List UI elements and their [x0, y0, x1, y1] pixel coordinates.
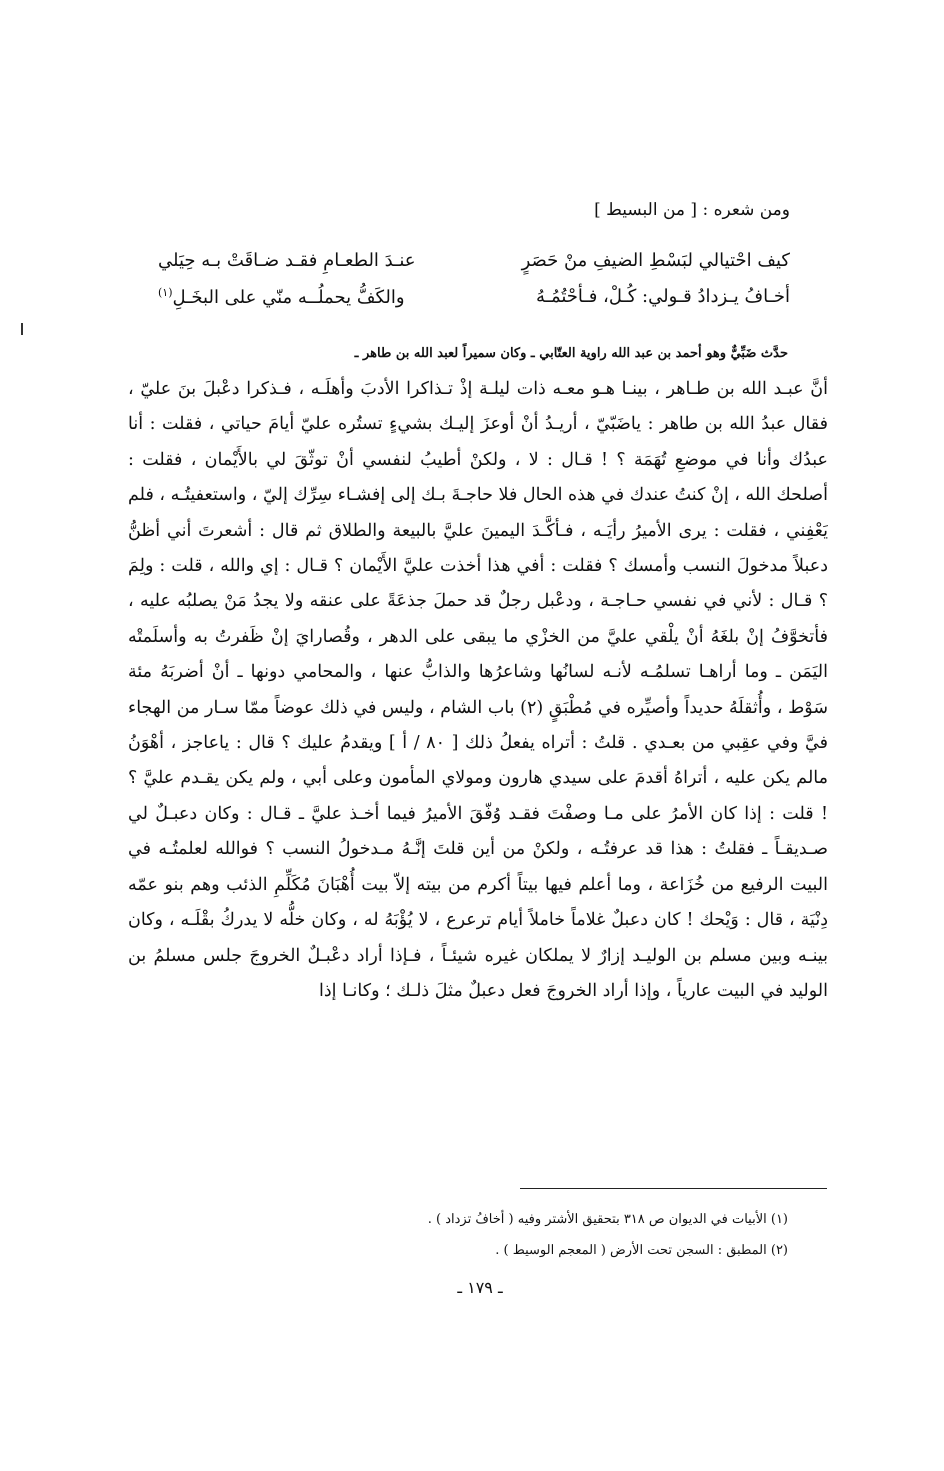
- footnote-2: (٢) المطبق : السجن تحت الأرض ( المعجم الوسيط ) .: [495, 1243, 788, 1258]
- isnad-line: حدَّث ضَبِّيٌّ وهو أحمد بن عبد الله راوية العتّابي ـ وكان سميراً لعبد الله بن طاهر ـ: [354, 346, 788, 361]
- verse-2-first-hemistich: أخـافُ يـزدادُ قـولي: كُـلْ، فـأحْتُمُـهُ: [536, 286, 790, 307]
- page-number: ـ ١٧٩ ـ: [457, 1278, 503, 1297]
- footnote-1: (١) الأبيات في الديوان ص ٣١٨ بتحقيق الأشتر وفيه ( أخافُ تزداد ) .: [427, 1212, 788, 1227]
- verse-1-second-hemistich: عنـدَ الطعـامِ فقـد ضـاقَتْ بـه حِيَلي: [158, 250, 416, 271]
- footnote-divider: [520, 1188, 827, 1189]
- verse-2-second-text: والكَفُّ يحملُــه منّي على البخَـلِ: [172, 287, 405, 308]
- footnote-ref-1: (١): [158, 286, 173, 299]
- main-paragraph: أنَّ عبـد الله بن طـاهر ، بينـا هـو معـه ذات ليلـة إذْ تـذاكرا الأدبَ وأهلَـه ، فـذكرا دعْبلَ بنَ عليّ ، فقال عبدُ الله بن طاهر : ياضَبّيّ ، أريـدُ أنْ أوعزَ إليـك بشيءٍ تستُره عليّ أيامَ حياتي ، فقلت : أنا عبدُك وأنا في موضعِ تُهَمَة ؟ ! قـال : لا ، ولكنْ أطيبُ لنفسي أنْ توثّقَ لي بالأَيْمان ، فقلت : أصلحك الله ، إنْ كنتُ عندك في هذه الحال فلا حاجـةَ بـك إلى إفشـاء سِرِّك إليّ ، واستعفيتُـه ، فلم يَعْفِني ، فقلت : يرى الأميرُ رأيَـه ، فـأكَّـدَ اليمينَ عليَّ بالبيعة والطلاق ثم قال : أشعرتَ أني أظنُّ دعبلاً مدخولَ النسب وأمسك ؟ فقلت : أفي هذا أخذت عليَّ الأَيْمان ؟ قـال : إي والله ، قلت : ولِمَ ؟ قـال : لأني في نفسي حـاجـة ، ودعْبل رجلٌ قد حملَ جذعَةً على عنقه ولا يجدُ مَنْ يصلبُه عليه ، فأتخوَّفُ إنْ بلغَهُ أنْ يلْقي عليَّ من الخزْي ما يبقى على الدهر ، وقُصارايَ إنْ ظَفرتُ به وأسلَمتْه اليَمَن ـ وما أراهـا تسلمُـه لأنـه لسانُها وشاعرُها والذابُّ عنها ، والمحامي دونها ـ أنْ أضربَهُ مئة سَوْط ، وأُثقلَهُ حديداً وأصيِّره في مُطْبَقٍ (٢) باب الشام ، وليس في ذلك عوضاً ممّا سـار من الهجاء فيَّ وفي عقِبي من بعـدي . قلتُ : أتراه يفعلُ ذلك [ ٨٠ / أ ] ويقدمُ عليك ؟ قال : ياعاجز ، أهْوَنُ مالم يكن عليه ، أتراهُ أقدمَ على سيدي هارون ومولاي المأمون وعلى أبي ، ولم يكن يقـدم عليَّ ؟ ! قلت : إذا كان الأمرُ على مـا وصفْتَ فقـد وُفّقَ الأميرُ فيما أخـذ عليَّ ـ قـال : وكان دعبـلٌ لي صـديقـاً ـ فقلتُ : هذا قد عرفتُـه ، ولكنْ من أين قلتَ إنَّـهُ مـدخولُ النسب ؟ فوالله لعلمتُـه في البيت الرفيع من خُزَاعة ، وما أعلم فيها بيتاً أكرم من بيته إلاّ بيت أُهْبَانَ مُكَلِّمِ الذئب وهم بنو عمّه دِنْيَة ، قال : وَيْحك ! كان دعبلٌ غلاماً خاملاً أيام ترعرع ، لا يُؤْبَهُ له ، وكان خلُّه لا يدركُ بقْلَـه ، وكان بينـه وبين مسلم بن الوليـد إزارٌ لا يملكان غيره شيئـاً ، فـإذا أراد دعْبـلٌ الخروجَ جلس مسلمُ بن الوليد في البيت عارياً ، وإذا أراد الخروجَ فعل دعبلٌ مثلَ ذلـك ؛ وكانـا إذا: [128, 379, 828, 1001]
- verse-1-first-hemistich: كيف احْتيالي لبَسْطِ الضيفِ منْ حَصَرٍ: [521, 250, 790, 271]
- margin-mark: [21, 323, 23, 335]
- verse-2-second-hemistich: [158, 286, 405, 308]
- poem-intro: ومن شعره : [ من البسيط ]: [594, 200, 790, 220]
